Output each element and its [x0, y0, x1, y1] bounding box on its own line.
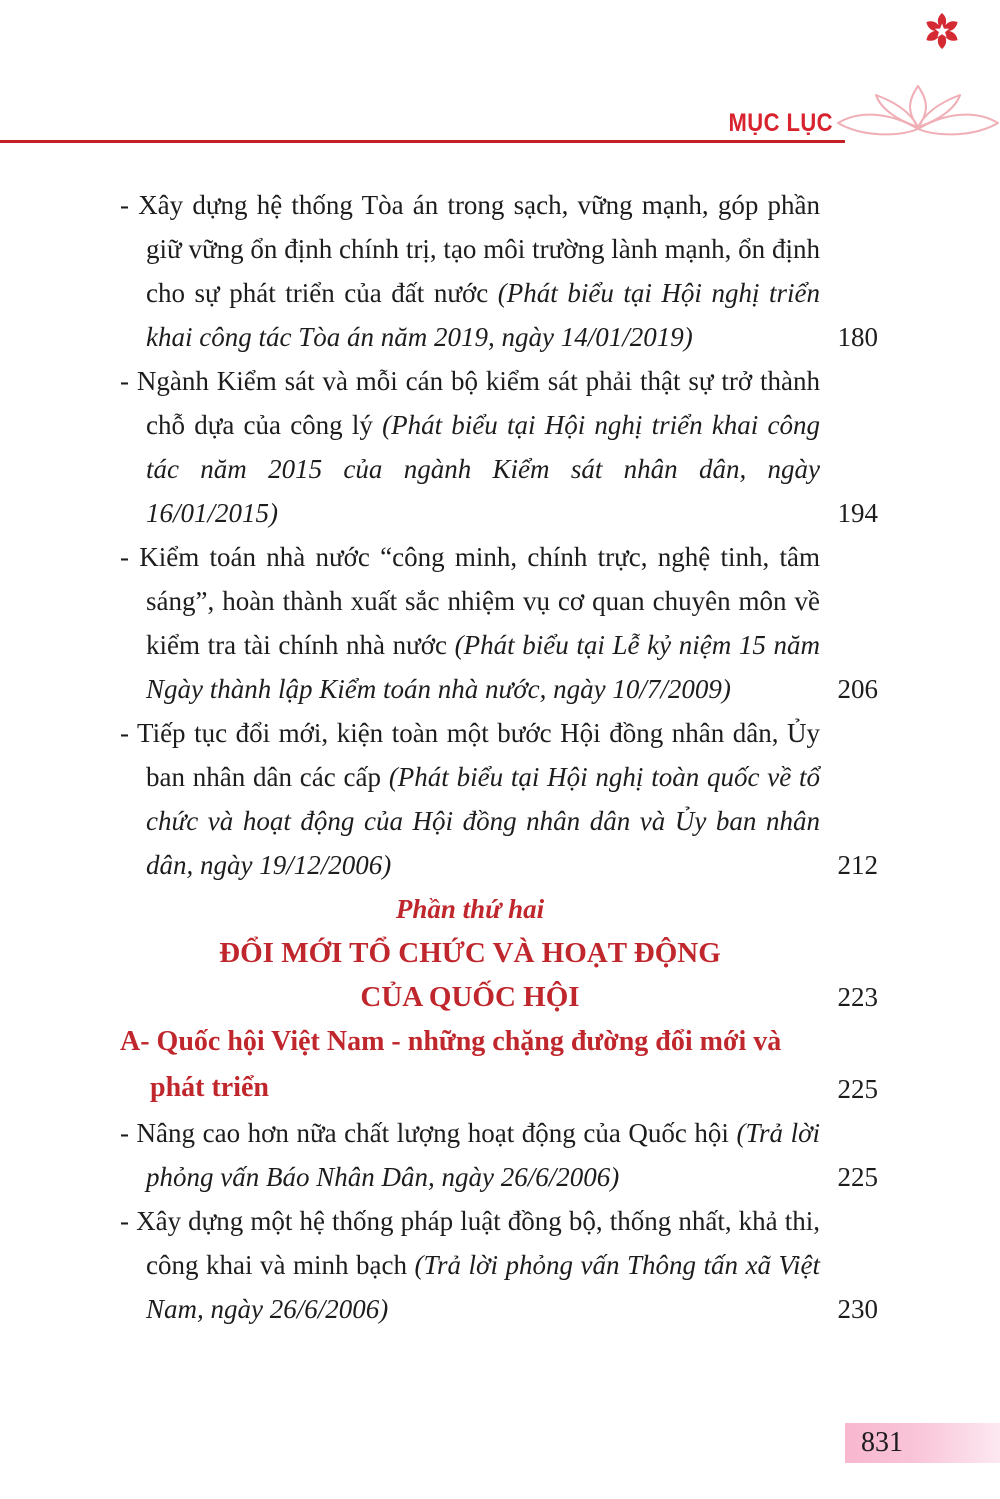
header-divider — [0, 140, 845, 143]
toc-entry — [120, 1199, 878, 1331]
part-page-number: 223 — [837, 982, 878, 1012]
entry-title: - Xây dựng hệ thống Tòa án trong sạch, vững mạnh, góp phần giữ vững ổn định chính trị, tạo môi trường lành mạnh, ổn định cho sự phát triển của đất nước — [120, 190, 820, 308]
toc-entry — [120, 1111, 878, 1199]
toc-entry — [120, 183, 878, 359]
toc-entry-text — [120, 359, 820, 535]
entry-page-number: 212 — [837, 850, 878, 880]
entry-source: (Phát biểu tại Hội nghị triển khai công tác năm 2015 của ngành Kiểm sát nhân dân, ngày 16/01/2015) — [146, 410, 820, 528]
red-flower-star-icon — [922, 10, 962, 52]
entry-source: (Phát biểu tại Hội nghị triển khai công tác Tòa án năm 2019, ngày 14/01/2019) — [146, 278, 821, 352]
entry-title: - Ngành Kiểm sát và mỗi cán bộ kiểm sát phải thật sự trở thành chỗ dựa của công lý — [120, 366, 820, 440]
part-kicker: Phần thứ hai — [395, 894, 545, 924]
entry-title: - Nâng cao hơn nữa chất lượng hoạt động của Quốc hội — [120, 1118, 729, 1148]
toc-entry-text — [120, 1199, 820, 1331]
part-title-line-1: ĐỔI MỚI TỔ CHỨC VÀ HOẠT ĐỘNG — [219, 937, 721, 969]
subsection-page-number: 225 — [837, 1074, 878, 1104]
entry-page-number: 206 — [837, 674, 878, 704]
entry-page-number: 225 — [837, 1162, 878, 1192]
book-page-number: 831 — [861, 1427, 903, 1458]
toc-entry-text — [120, 711, 820, 887]
subsection-title: A- Quốc hội Việt Nam - những chặng đường đổi mới và phát triển — [120, 1026, 782, 1103]
entry-page-number: 230 — [837, 1294, 878, 1324]
entry-page-number: 180 — [837, 322, 878, 352]
entry-title: - Kiểm toán nhà nước “công minh, chính trực, nghệ tinh, tâm sáng”, hoàn thành xuất sắc nhiệm vụ cơ quan chuyên môn về kiểm tra tài chính nhà nước — [120, 542, 820, 660]
subsection-heading — [120, 1019, 878, 1111]
toc-entry — [120, 359, 878, 535]
entry-title: - Tiếp tục đổi mới, kiện toàn một bước Hội đồng nhân dân, Ủy ban nhân dân các cấp — [120, 718, 820, 792]
toc-entry — [120, 535, 878, 711]
toc-entry-text — [120, 535, 820, 711]
entry-title: - Xây dựng một hệ thống pháp luật đồng bộ, thống nhất, khả thi, công khai và minh bạch — [120, 1206, 820, 1280]
part-title-line-2: CỦA QUỐC HỘI — [360, 981, 580, 1013]
entry-source: (Trả lời phỏng vấn Báo Nhân Dân, ngày 26/6/2006) — [146, 1118, 821, 1192]
entry-source: (Trả lời phỏng vấn Thông tấn xã Việt Nam, ngày 26/6/2006) — [146, 1250, 820, 1324]
page-header-title: MỤC LỤC — [728, 109, 833, 137]
toc-entry-text — [120, 1111, 820, 1199]
toc-entry-text — [120, 183, 820, 359]
toc-entry — [120, 711, 878, 887]
entry-page-number: 194 — [837, 498, 878, 528]
lotus-outline-icon — [836, 83, 1000, 147]
toc-list — [120, 183, 878, 1331]
entry-source: (Phát biểu tại Hội nghị toàn quốc về tổ chức và hoạt động của Hội đồng nhân dân và Ủy ban nhân dân, ngày 19/12/2006) — [146, 762, 821, 880]
entry-source: (Phát biểu tại Lễ kỷ niệm 15 năm Ngày thành lập Kiểm toán nhà nước, ngày 10/7/2009) — [146, 630, 820, 704]
page-number-box — [845, 1423, 1000, 1463]
part-heading — [120, 887, 878, 1019]
